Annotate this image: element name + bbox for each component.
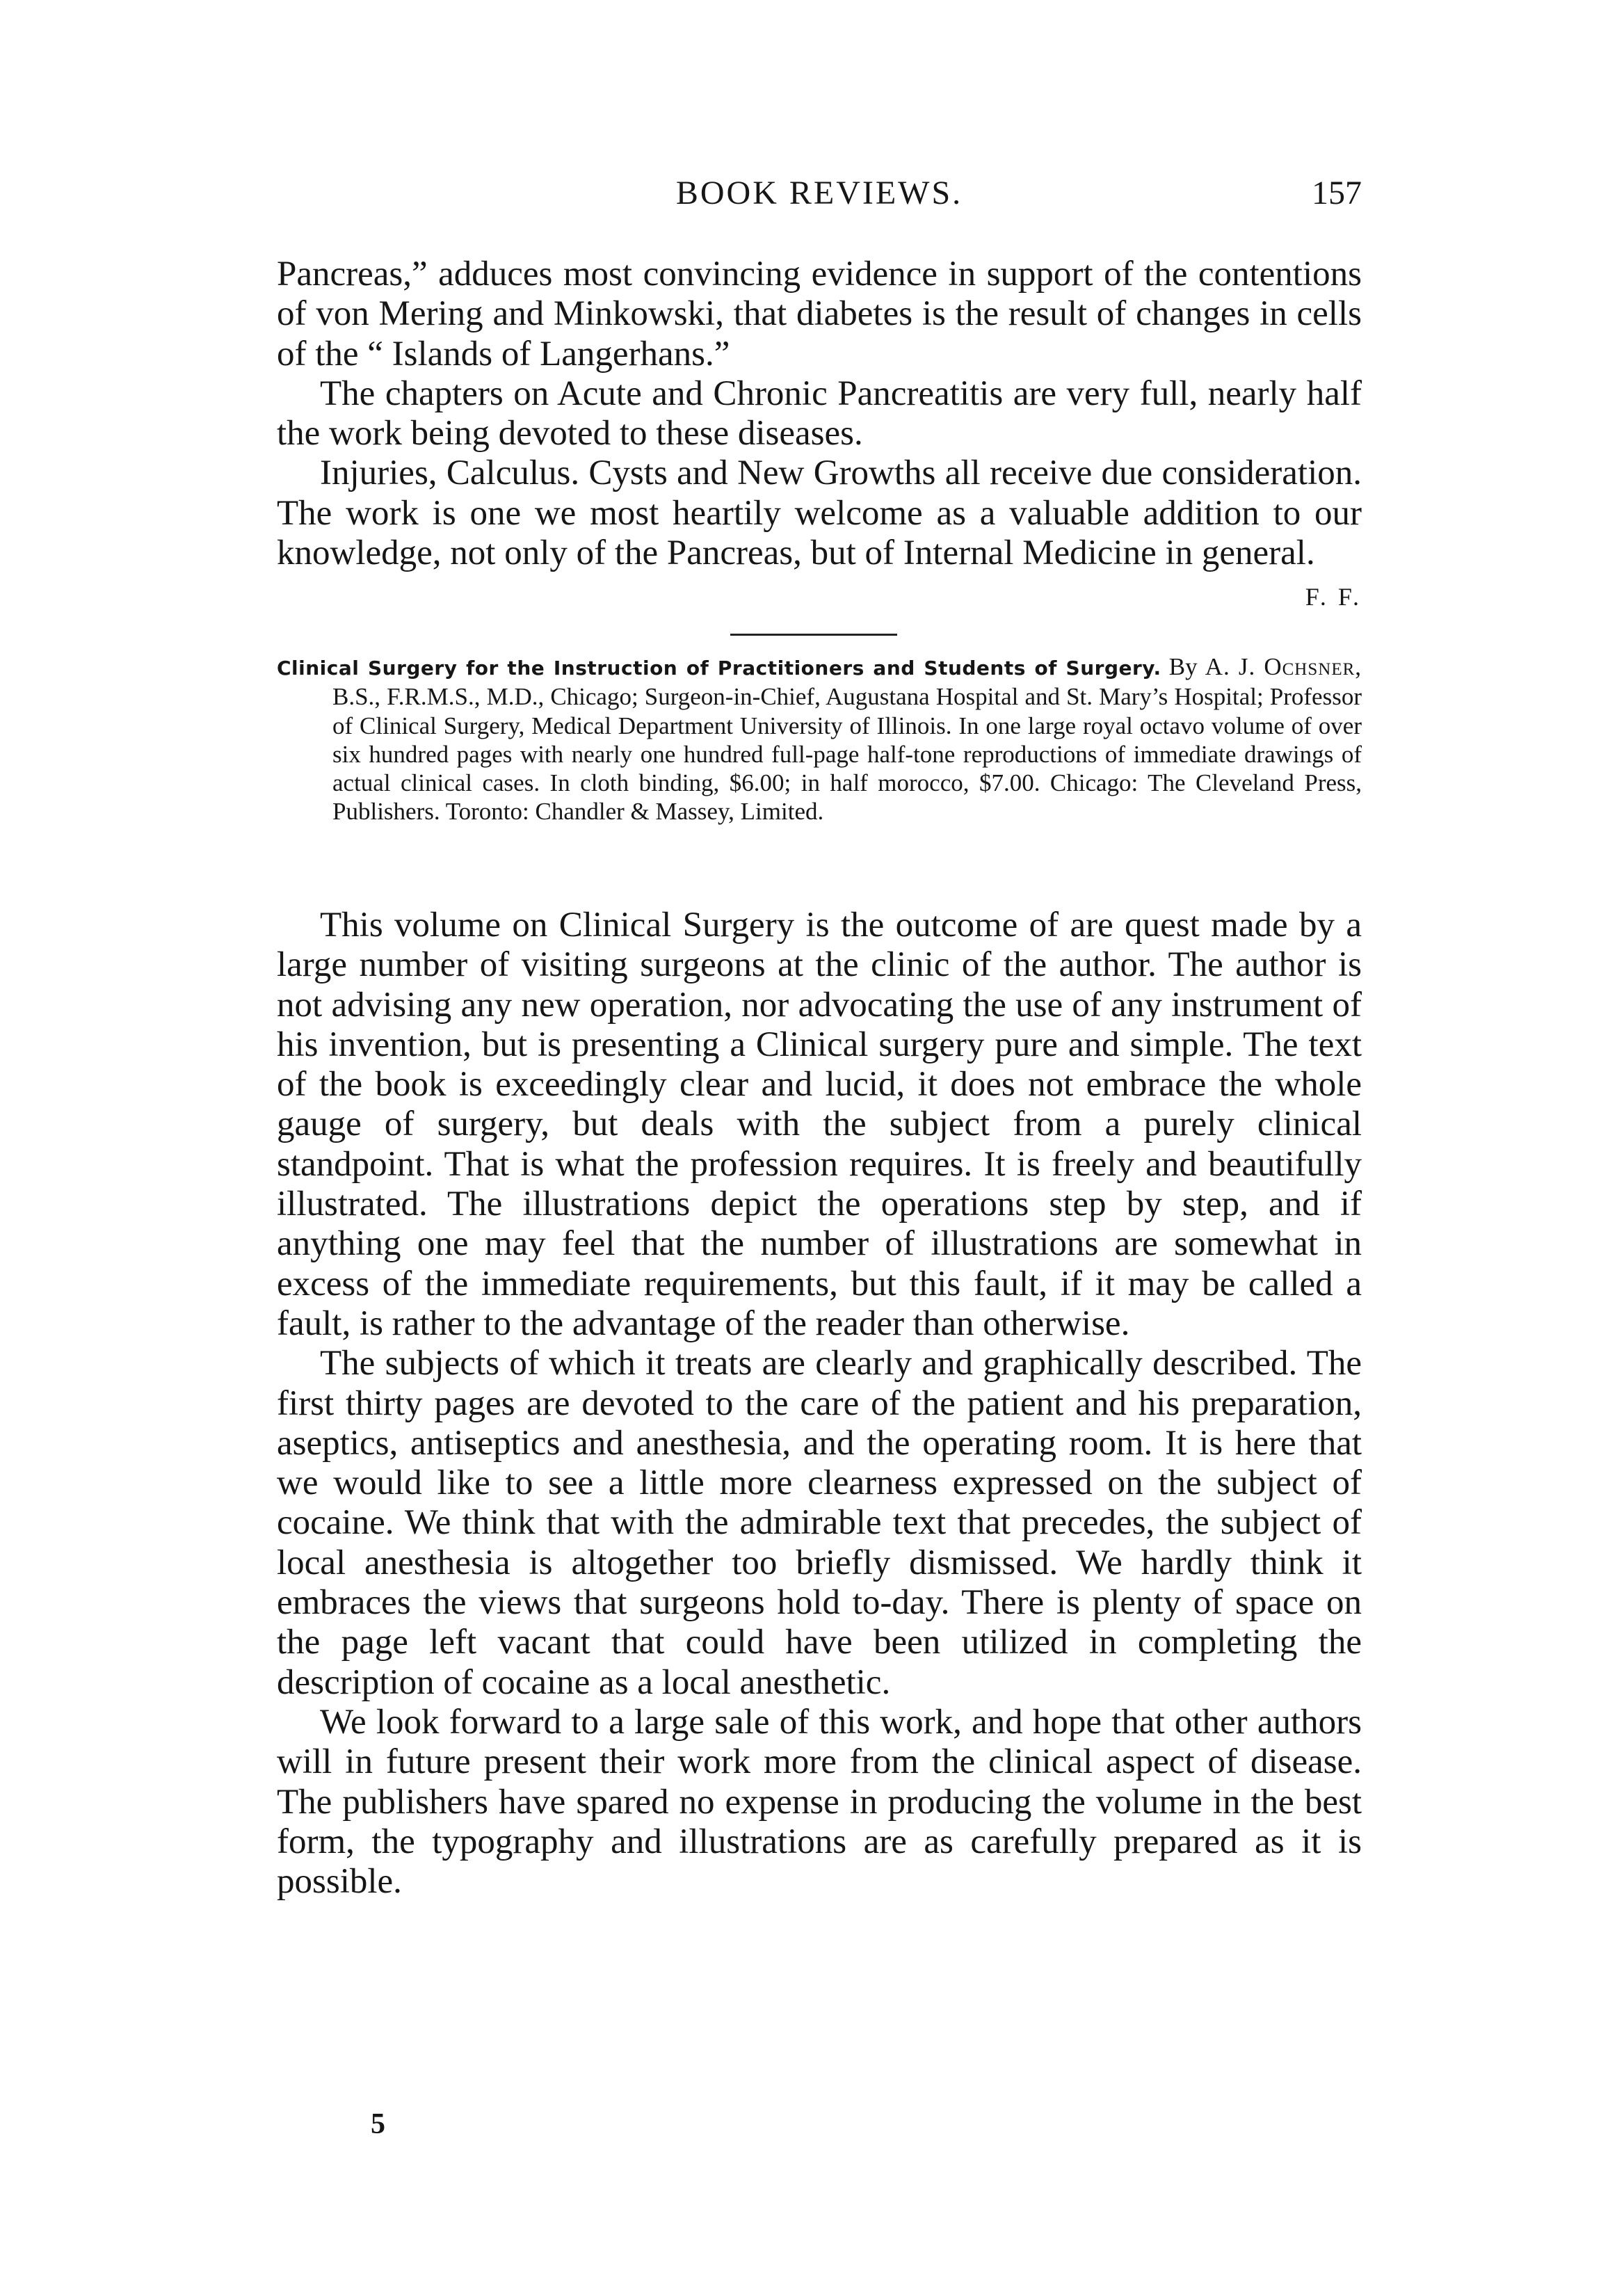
reviewer-signature: F. F. [1305, 583, 1362, 611]
running-head [277, 174, 1362, 223]
printer-signature-mark: 5 [371, 2108, 385, 2140]
book-author: A. J. Ochsner, [1205, 653, 1362, 680]
book-details: B.S., F.R.M.S., M.D., Chicago; Surgeon-in-Chief, Augustana Hospital and St. Mary’s Hospital; Professor of Clinical Surgery, Medical Department University of Illinois. In one large royal octavo volume of over six hundred pages with nearly one hundred full-page half-tone reproductions of immediate drawings of actual clinical cases. In cloth binding, $6.00; in half morocco, $7.00. Chicago: The Cleveland Press, Publishers. Toronto: Chandler & Massey, Limited. [332, 683, 1362, 826]
review-paragraph [277, 453, 1362, 611]
book-by: By [1168, 653, 1198, 680]
book-citation [277, 652, 1362, 826]
review-pancreas [277, 255, 1362, 618]
review-paragraph: The subjects of which it treats are clearly and graphically described. The first thirty pages are devoted to the care of the patient and his preparation, aseptics, antiseptics and anesthesia, and the operating room. It is here that we would like to see a little more clearness expressed on the subject of cocaine. We think that with the admirable text that precedes, the subject of local anesthesia is altogether too briefly dismissed. We hardly think it embraces the views that surgeons hold to-day. There is plenty of space on the page left vacant that could have been utilized in completing the description of cocaine as a local anesthetic. [277, 1344, 1362, 1702]
page-number: 157 [1312, 175, 1362, 211]
review-paragraph: We look forward to a large sale of this work, and hope that other authors will in future present their work more from the clinical aspect of disease. The publishers have spared no expense in producing the volume in the best form, the typography and illustrations are as carefully prepared as it is possible. [277, 1702, 1362, 1902]
running-title: BOOK REVIEWS. [675, 175, 963, 211]
book-title: Clinical Surgery for the Instruction of Practitioners and Students of Surgery. [277, 657, 1161, 680]
review-paragraph-text: Injuries, Calculus. Cysts and New Growths all receive due consideration. The work is one we most heartily welcome as a valuable addition to our knowledge, not only of the Pancreas, but of Internal Medicine in general. [277, 453, 1362, 573]
review-clinical-surgery [277, 906, 1362, 1902]
review-paragraph: This volume on Clinical Surgery is the outcome of are quest made by a large number of visiting surgeons at the clinic of the author. The author is not advising any new operation, nor advocating the use of any instrument of his invention, but is presenting a Clinical surgery pure and simple. The text of the book is exceedingly clear and lucid, it does not embrace the whole gauge of surgery, but deals with the subject from a purely clinical standpoint. That is what the profession requires. It is freely and beautifully illustrated. The illustrations depict the operations step by step, and if anything one may feel that the number of illustrations are somewhat in excess of the immediate requirements, but this fault, if it may be called a fault, is rather to the advantage of the reader than otherwise. [277, 906, 1362, 1343]
section-divider [730, 634, 897, 636]
review-paragraph: Pancreas,” adduces most convincing evidence in support of the contentions of von Mering and Minkowski, that diabetes is the result of changes in cells of the “ Islands of Langerhans.” [277, 255, 1362, 374]
review-paragraph: The chapters on Acute and Chronic Pancreatitis are very full, nearly half the work being devoted to these diseases. [277, 374, 1362, 453]
